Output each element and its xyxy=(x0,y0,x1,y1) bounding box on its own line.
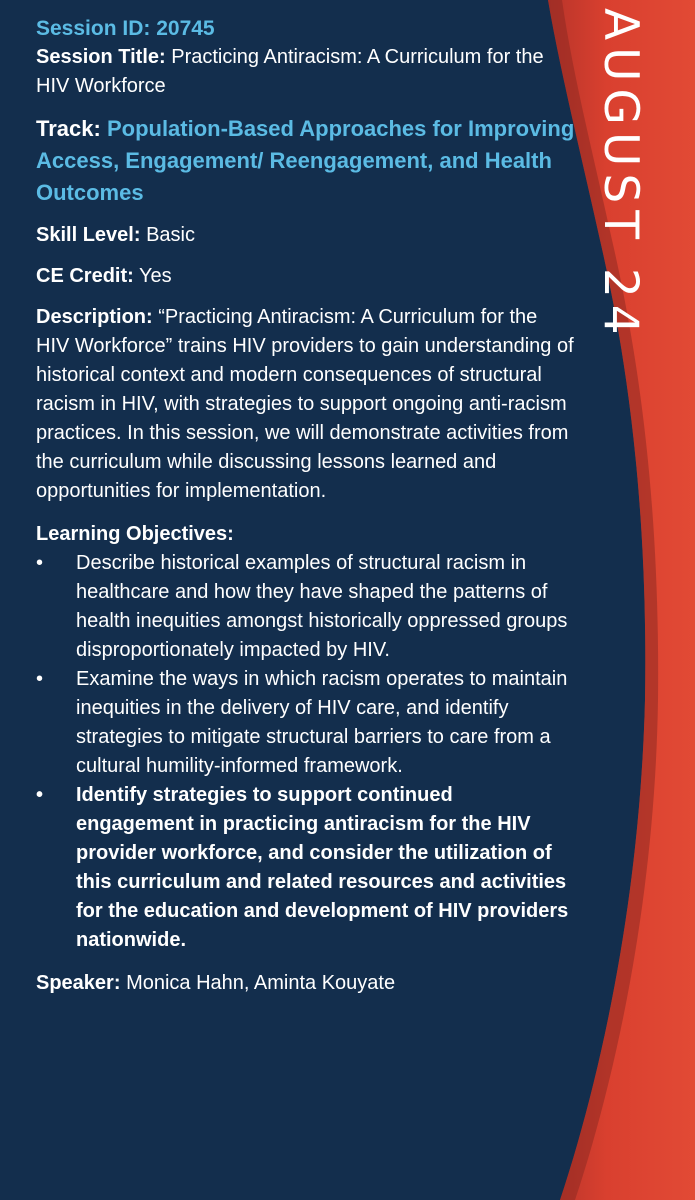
speaker-row xyxy=(36,969,576,998)
bullet-icon: • xyxy=(36,668,44,690)
list-item xyxy=(36,781,576,955)
learning-objectives-list xyxy=(36,549,576,955)
ce-credit-value: Yes xyxy=(139,265,172,287)
skill-level-value: Basic xyxy=(146,224,195,246)
skill-level-row xyxy=(36,221,576,250)
speaker-label: Speaker: xyxy=(36,972,121,994)
description-label: Description: xyxy=(36,306,153,328)
ce-credit-label: CE Credit: xyxy=(36,265,134,287)
session-id-value: 20745 xyxy=(156,17,215,40)
list-item xyxy=(36,665,576,781)
session-details xyxy=(36,14,576,998)
session-id-row xyxy=(36,14,576,43)
objective-text: Identify strategies to support continued engagement in practicing antiracism for the HIV provider workforce, and consider the utilization of this curriculum and related resources and activities for the education and development of HIV providers nationwide. xyxy=(76,784,569,951)
learning-objectives-heading: Learning Objectives: xyxy=(36,523,234,545)
bullet-icon: • xyxy=(36,552,44,574)
description-row xyxy=(36,303,576,506)
ce-credit-row xyxy=(36,262,576,291)
objective-text: Examine the ways in which racism operates to maintain inequities in the delivery of HIV care, and identify strategies to mitigate structural barriers to care from a cultural humility-informed framework. xyxy=(76,668,568,777)
objective-text: Describe historical examples of structural racism in healthcare and how they have shaped the patterns of health inequities amongst historically oppressed groups disproportionately impacted by HIV. xyxy=(76,552,568,661)
date-label: AUGUST 24 xyxy=(593,8,648,342)
bullet-icon: • xyxy=(36,784,44,806)
session-title-value: Practicing Antiracism: A Curriculum for the HIV Workforce xyxy=(36,46,544,97)
track-label: Track: xyxy=(36,116,101,141)
track-value: Population-Based Approaches for Improving Access, Engagement/ Reengagement, and Health Outcomes xyxy=(36,116,575,205)
list-item xyxy=(36,549,576,665)
skill-level-label: Skill Level: xyxy=(36,224,141,246)
track-row xyxy=(36,113,576,209)
session-title-row xyxy=(36,43,576,101)
description-value: “Practicing Antiracism: A Curriculum for the HIV Workforce” trains HIV providers to gain understanding of historical context and modern consequences of structural racism in HIV, with strategies to support ongoing anti-racism practices. In this session, we will demonstrate activities from the curriculum while discussing lessons learned and opportunities for implementation. xyxy=(36,306,574,502)
session-id-label: Session ID: xyxy=(36,17,151,40)
speaker-value: Monica Hahn, Aminta Kouyate xyxy=(126,972,396,994)
session-title-label: Session Title: xyxy=(36,46,166,68)
